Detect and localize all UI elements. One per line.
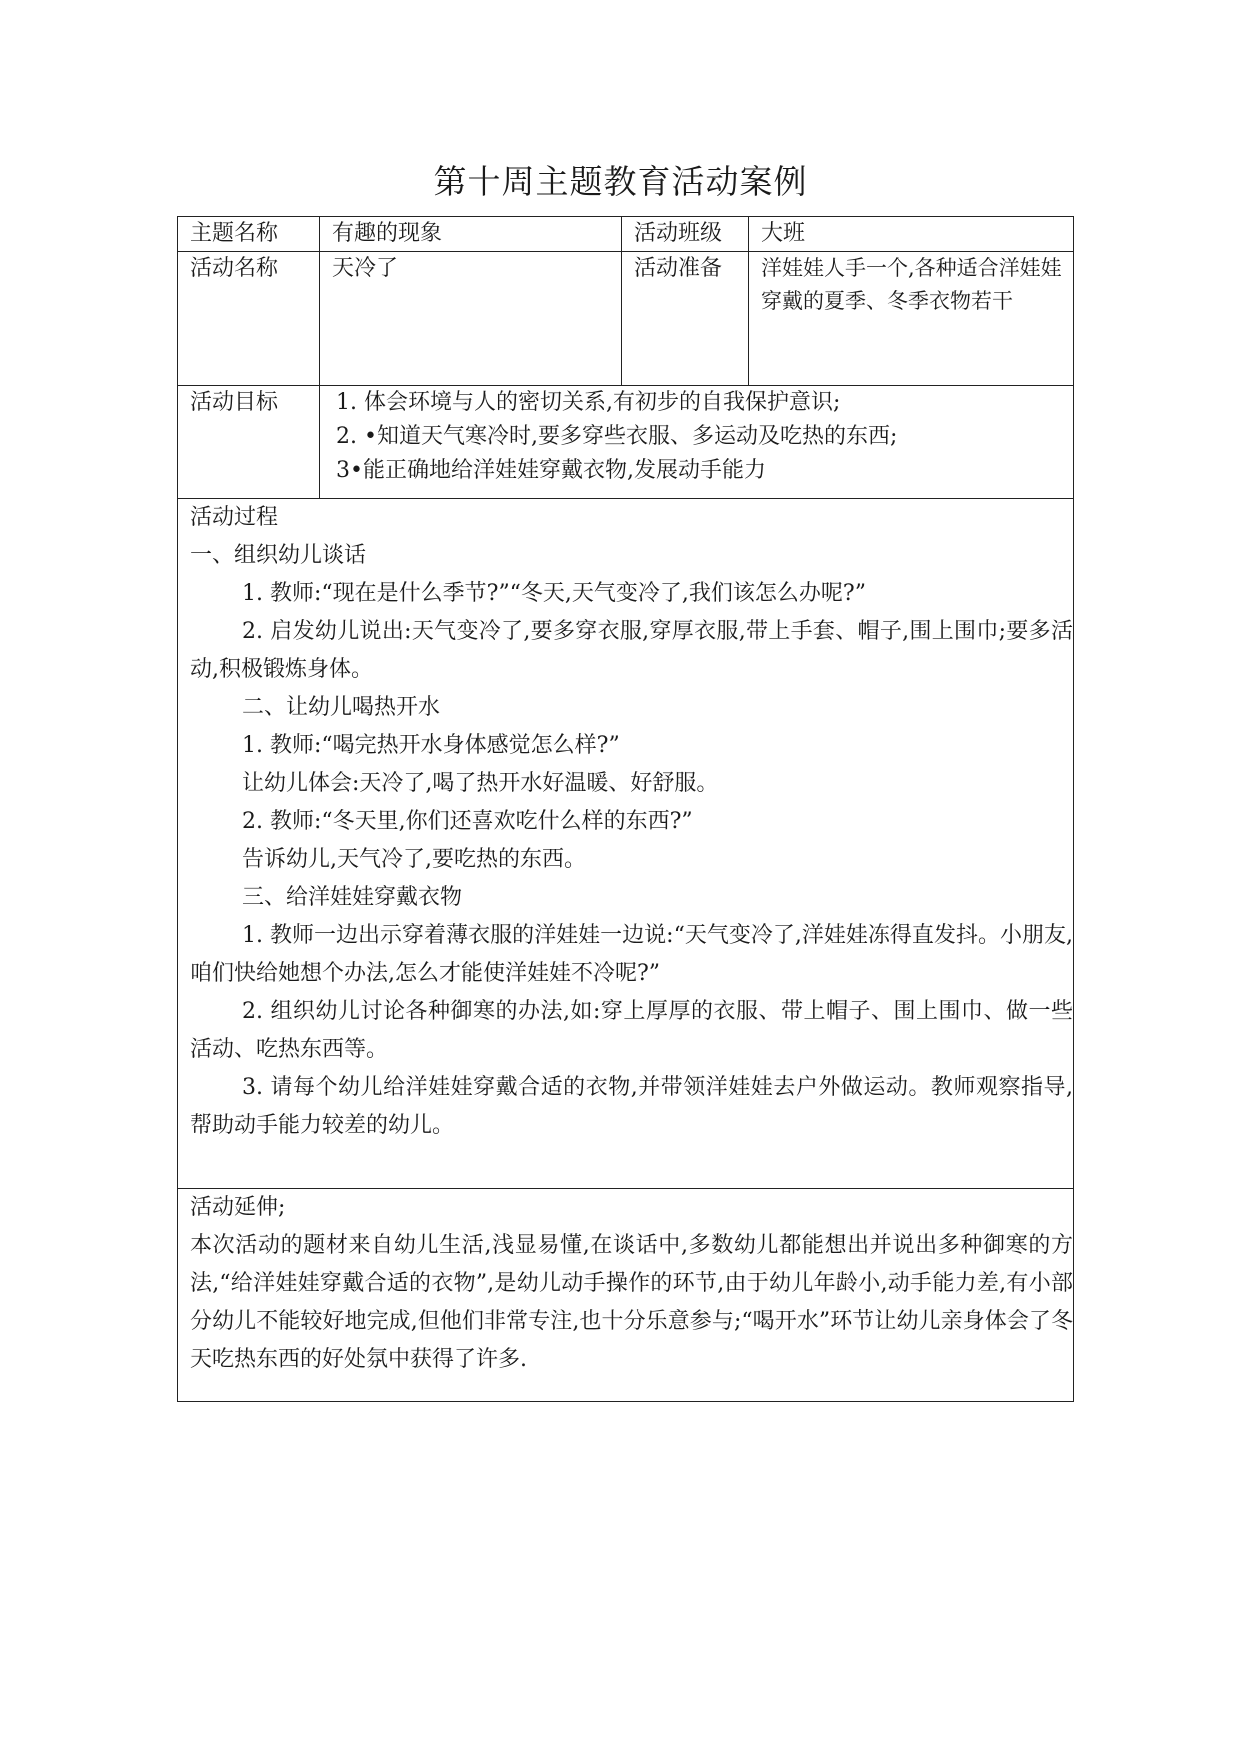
extension-heading: 活动延伸; [190, 1195, 286, 1220]
process-step: 2. 教师:“冬天里,你们还喜欢吃什么样的东西?” [242, 809, 693, 834]
activity-name-value: 天冷了 [320, 252, 622, 386]
goals-cell [320, 386, 1074, 499]
process-heading: 活动过程 [190, 505, 279, 530]
table-row [178, 386, 1074, 499]
process-step: 1. 教师:“现在是什么季节?”“冬天,天气变冷了,我们该怎么办呢?” [242, 581, 866, 606]
extension-text: 本次活动的题材来自幼儿生活,浅显易懂,在谈话中,多数幼儿都能想出并说出多种御寒的方法,“给洋娃娃穿戴合适的衣物”,是幼儿动手操作的环节,由于幼儿年龄小,动手能力差,有小部分幼儿不能较好地完成,但他们非常专注,也十分乐意参与;“喝开水”环节让幼儿亲身体会了冬天吃热东西的好处氛中获得了许多. [190, 1233, 1073, 1372]
class-value: 大班 [749, 217, 1074, 252]
process-step: 2. 启发幼儿说出:天气变冷了,要多穿衣服,穿厚衣服,带上手套、帽子,围上围巾;要多活动,积极锻炼身体。 [190, 619, 1073, 682]
preparation-label: 活动准备 [622, 252, 749, 386]
process-section-heading: 二、让幼儿喝热开水 [242, 695, 441, 720]
process-step: 2. 组织幼儿讨论各种御寒的办法,如:穿上厚厚的衣服、带上帽子、围上围巾、做一些活动、吃热东西等。 [190, 999, 1073, 1062]
process-step: 3. 请每个幼儿给洋娃娃穿戴合适的衣物,并带领洋娃娃去户外做运动。教师观察指导,帮助动手能力较差的幼儿。 [190, 1075, 1073, 1138]
activity-name-label: 活动名称 [178, 252, 320, 386]
table-row [178, 252, 1074, 386]
theme-value: 有趣的现象 [320, 217, 622, 252]
goal-item: 2. •知道天气寒冷时,要多穿些衣服、多运动及吃热的东西; [336, 424, 898, 449]
goal-item: 1. 体会环境与人的密切关系,有初步的自我保护意识; [336, 390, 841, 415]
process-step: 告诉幼儿,天气冷了,要吃热的东西。 [242, 847, 586, 872]
goal-item: 3•能正确地给洋娃娃穿戴衣物,发展动手能力 [336, 458, 766, 483]
theme-label: 主题名称 [178, 217, 320, 252]
process-step: 1. 教师一边出示穿着薄衣服的洋娃娃一边说:“天气变冷了,洋娃娃冻得直发抖。小朋友,咱们快给她想个办法,怎么才能使洋娃娃不冷呢?” [190, 923, 1073, 986]
process-step: 让幼儿体会:天冷了,喝了热开水好温暖、好舒服。 [242, 771, 719, 796]
activity-plan-table [177, 216, 1074, 1402]
process-section-heading: 三、给洋娃娃穿戴衣物 [242, 885, 463, 910]
table-row [178, 1189, 1074, 1402]
table-row [178, 217, 1074, 252]
preparation-value: 洋娃娃人手一个,各种适合洋娃娃穿戴的夏季、冬季衣物若干 [749, 252, 1074, 386]
table-row [178, 499, 1074, 1189]
extension-cell [178, 1189, 1074, 1402]
page-title: 第十周主题教育活动案例 [433, 162, 808, 201]
process-section-heading: 一、组织幼儿谈话 [190, 543, 367, 568]
process-cell [178, 499, 1074, 1189]
process-step: 1. 教师:“喝完热开水身体感觉怎么样?” [242, 733, 620, 758]
class-label: 活动班级 [622, 217, 749, 252]
goals-label: 活动目标 [178, 386, 320, 499]
